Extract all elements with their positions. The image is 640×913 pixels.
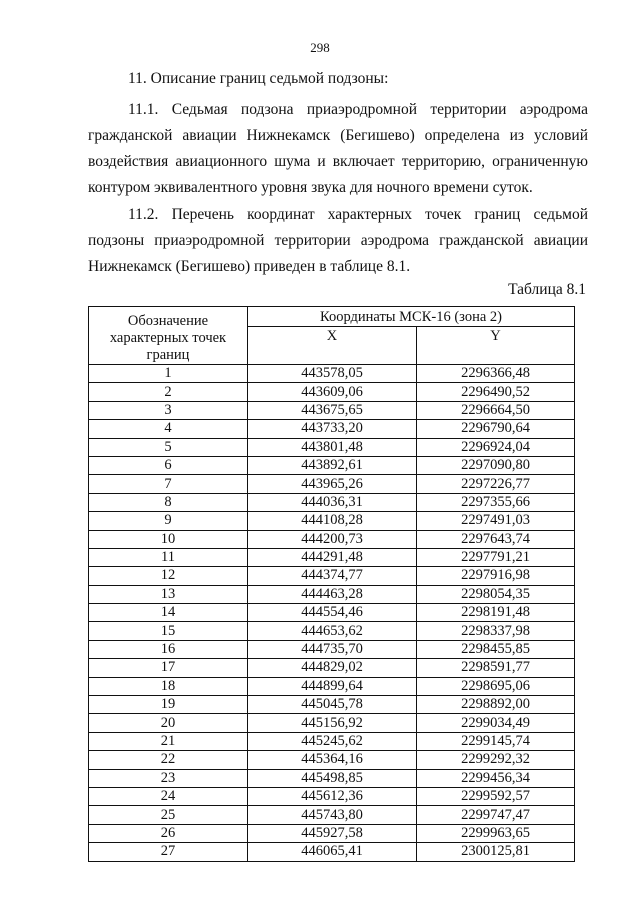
header-x: X (248, 327, 417, 365)
y-coordinate-cell: 2297355,66 (417, 493, 575, 511)
point-number-cell: 20 (89, 714, 248, 732)
x-coordinate-cell: 445364,16 (248, 751, 417, 769)
x-coordinate-cell: 444036,31 (248, 493, 417, 511)
y-coordinate-cell: 2298892,00 (417, 696, 575, 714)
table-caption: Таблица 8.1 (508, 281, 586, 298)
point-number-cell: 5 (89, 438, 248, 456)
point-number-cell: 19 (89, 696, 248, 714)
y-coordinate-cell: 2297643,74 (417, 530, 575, 548)
table-row (89, 659, 575, 677)
table-row (89, 475, 575, 493)
table-row (89, 843, 575, 861)
table-row (89, 401, 575, 419)
table-row (89, 567, 575, 585)
x-coordinate-cell: 445743,80 (248, 806, 417, 824)
point-number-cell: 18 (89, 677, 248, 695)
table-row (89, 383, 575, 401)
x-coordinate-cell: 444374,77 (248, 567, 417, 585)
x-coordinate-cell: 445927,58 (248, 824, 417, 842)
y-coordinate-cell: 2298054,35 (417, 585, 575, 603)
y-coordinate-cell: 2299145,74 (417, 732, 575, 750)
point-number-cell: 23 (89, 769, 248, 787)
point-number-cell: 25 (89, 806, 248, 824)
x-coordinate-cell: 445498,85 (248, 769, 417, 787)
x-coordinate-cell: 443801,48 (248, 438, 417, 456)
table-row (89, 493, 575, 511)
header-y: Y (417, 327, 575, 365)
y-coordinate-cell: 2299456,34 (417, 769, 575, 787)
y-coordinate-cell: 2296924,04 (417, 438, 575, 456)
point-number-cell: 24 (89, 787, 248, 805)
y-coordinate-cell: 2298455,85 (417, 640, 575, 658)
point-number-cell: 2 (89, 383, 248, 401)
x-coordinate-cell: 444735,70 (248, 640, 417, 658)
y-coordinate-cell: 2297226,77 (417, 475, 575, 493)
table-row (89, 732, 575, 750)
table-row (89, 622, 575, 640)
y-coordinate-cell: 2298337,98 (417, 622, 575, 640)
point-number-cell: 14 (89, 604, 248, 622)
table-row (89, 677, 575, 695)
table-row (89, 824, 575, 842)
x-coordinate-cell: 445045,78 (248, 696, 417, 714)
x-coordinate-cell: 445245,62 (248, 732, 417, 750)
table-row (89, 714, 575, 732)
point-number-cell: 8 (89, 493, 248, 511)
x-coordinate-cell: 445612,36 (248, 787, 417, 805)
y-coordinate-cell: 2298191,48 (417, 604, 575, 622)
x-coordinate-cell: 444554,46 (248, 604, 417, 622)
x-coordinate-cell: 443892,61 (248, 456, 417, 474)
table-row (89, 420, 575, 438)
x-coordinate-cell: 444463,28 (248, 585, 417, 603)
point-number-cell: 21 (89, 732, 248, 750)
table-row (89, 438, 575, 456)
paragraph-11-1: 11.1. Седьмая подзона приаэродромной территории аэродрома гражданской авиации Нижнекамск (Бегишево) определена из условий воздействия авиационного шума и включает территорию, ограниченную контуром эквивалентного уровня звука для ночного времени суток. (88, 101, 588, 196)
header-coordinates: Координаты МСК-16 (зона 2) (248, 307, 575, 327)
x-coordinate-cell: 446065,41 (248, 843, 417, 861)
y-coordinate-cell: 2299034,49 (417, 714, 575, 732)
y-coordinate-cell: 2296490,52 (417, 383, 575, 401)
table-row (89, 751, 575, 769)
y-coordinate-cell: 2297491,03 (417, 512, 575, 530)
x-coordinate-cell: 444108,28 (248, 512, 417, 530)
point-number-cell: 11 (89, 548, 248, 566)
point-number-cell: 15 (89, 622, 248, 640)
table-row (89, 604, 575, 622)
page-number: 298 (310, 40, 330, 55)
coordinates-table (88, 306, 575, 862)
point-number-cell: 26 (89, 824, 248, 842)
point-number-cell: 1 (89, 365, 248, 383)
point-number-cell: 7 (89, 475, 248, 493)
x-coordinate-cell: 443609,06 (248, 383, 417, 401)
point-number-cell: 13 (89, 585, 248, 603)
x-coordinate-cell: 443965,26 (248, 475, 417, 493)
point-number-cell: 12 (89, 567, 248, 585)
table-row (89, 696, 575, 714)
x-coordinate-cell: 443578,05 (248, 365, 417, 383)
y-coordinate-cell: 2296790,64 (417, 420, 575, 438)
y-coordinate-cell: 2297916,98 (417, 567, 575, 585)
y-coordinate-cell: 2298695,06 (417, 677, 575, 695)
table-row (89, 787, 575, 805)
y-coordinate-cell: 2297791,21 (417, 548, 575, 566)
point-number-cell: 22 (89, 751, 248, 769)
point-number-cell: 16 (89, 640, 248, 658)
table-row (89, 456, 575, 474)
y-coordinate-cell: 2298591,77 (417, 659, 575, 677)
x-coordinate-cell: 444653,62 (248, 622, 417, 640)
point-number-cell: 3 (89, 401, 248, 419)
point-number-cell: 27 (89, 843, 248, 861)
table-body (89, 365, 575, 862)
point-number-cell: 4 (89, 420, 248, 438)
x-coordinate-cell: 445156,92 (248, 714, 417, 732)
point-number-cell: 9 (89, 512, 248, 530)
x-coordinate-cell: 443675,65 (248, 401, 417, 419)
y-coordinate-cell: 2299292,32 (417, 751, 575, 769)
point-number-cell: 17 (89, 659, 248, 677)
table-row (89, 806, 575, 824)
x-coordinate-cell: 444829,02 (248, 659, 417, 677)
paragraph-11-2: 11.2. Перечень координат характерных точек границ седьмой подзоны приаэродромной территории аэродрома гражданской авиации Нижнекамск (Бегишево) приведен в таблице 8.1. (88, 206, 588, 275)
section-heading: 11. Описание границ седьмой подзоны: (128, 70, 389, 87)
y-coordinate-cell: 2299592,57 (417, 787, 575, 805)
y-coordinate-cell: 2297090,80 (417, 456, 575, 474)
point-number-cell: 6 (89, 456, 248, 474)
y-coordinate-cell: 2300125,81 (417, 843, 575, 861)
y-coordinate-cell: 2299747,47 (417, 806, 575, 824)
x-coordinate-cell: 444291,48 (248, 548, 417, 566)
table-row (89, 585, 575, 603)
table-row (89, 365, 575, 383)
table-row (89, 769, 575, 787)
table-row (89, 548, 575, 566)
table-row (89, 530, 575, 548)
point-number-cell: 10 (89, 530, 248, 548)
y-coordinate-cell: 2296664,50 (417, 401, 575, 419)
x-coordinate-cell: 444200,73 (248, 530, 417, 548)
y-coordinate-cell: 2299963,65 (417, 824, 575, 842)
x-coordinate-cell: 443733,20 (248, 420, 417, 438)
y-coordinate-cell: 2296366,48 (417, 365, 575, 383)
table-row (89, 640, 575, 658)
header-designation: Обозначение характерных точек границ (89, 307, 248, 365)
table-row (89, 512, 575, 530)
x-coordinate-cell: 444899,64 (248, 677, 417, 695)
